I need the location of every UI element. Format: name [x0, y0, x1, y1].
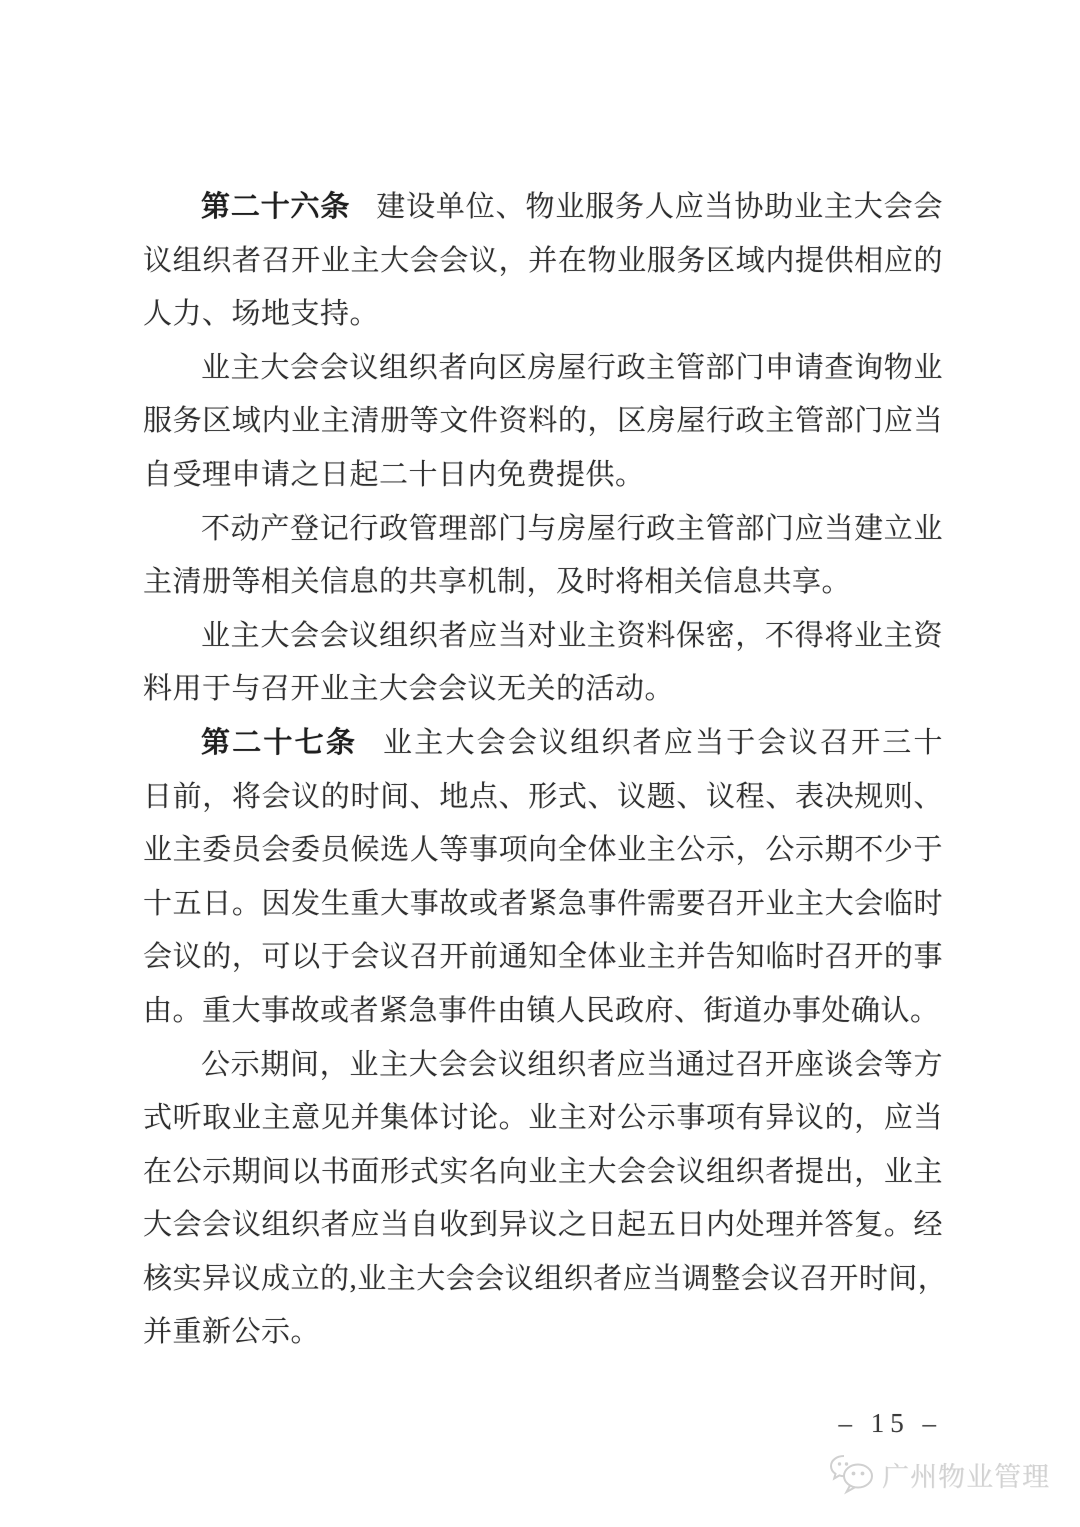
text-line: 人力、场地支持。 [143, 298, 380, 331]
article-number: 第二十六条 [201, 191, 351, 223]
text-line: 由。重大事故或者紧急事件由镇人民政府、街道办事处确认。 [143, 994, 940, 1027]
article-number: 第二十七条 [201, 726, 358, 759]
text-line: 大会会议组织者应当自收到异议之日起五日内处理并答复。经 [143, 1209, 943, 1242]
text-line: 自受理申请之日起二十日内免费提供。 [143, 458, 645, 491]
text-line: 业主大会会议组织者应当对业主资料保密，不得将业主资 [201, 619, 943, 652]
text-line: 第二十六条 建设单位、物业服务人应当协助业主大会会 [201, 191, 943, 223]
text-line: 议组织者召开业主大会会议，并在物业服务区域内提供相应的 [143, 244, 943, 277]
text-line: 核实异议成立的,业主大会会议组织者应当调整会议召开时间， [143, 1262, 948, 1295]
text-line: 第二十七条 业主大会会议组织者应当于会议召开三十 [201, 726, 943, 759]
text-line: 十五日。因发生重大事故或者紧急事件需要召开业主大会临时 [143, 887, 943, 920]
document-body [143, 181, 948, 1360]
text-line: 业主大会会议组织者向区房屋行政主管部门申请查询物业 [201, 351, 943, 384]
text-line: 式听取业主意见并集体讨论。业主对公示事项有异议的，应当 [143, 1102, 943, 1135]
text-line: 业主委员会委员候选人等事项向全体业主公示，公示期不少于 [143, 834, 943, 867]
text-line: 并重新公示。 [143, 1316, 321, 1349]
watermark-label: 广州物业管理 [882, 1461, 1050, 1492]
text-line: 在公示期间以书面形式实名向业主大会会议组织者提出，业主 [143, 1155, 943, 1188]
page-number: – 15 – [838, 1408, 942, 1438]
text-line: 服务区域内业主清册等文件资料的，区房屋行政主管部门应当 [143, 405, 943, 438]
text-line: 主清册等相关信息的共享机制，及时将相关信息共享。 [143, 566, 852, 599]
text-line: 日前，将会议的时间、地点、形式、议题、议程、表决规则、 [143, 780, 943, 813]
text-line: 公示期间，业主大会会议组织者应当通过召开座谈会等方 [201, 1048, 943, 1081]
text-line: 料用于与召开业主大会会议无关的活动。 [143, 673, 675, 706]
text-line: 会议的，可以于会议召开前通知全体业主并告知临时召开的事 [143, 941, 943, 974]
text-line: 不动产登记行政管理部门与房屋行政主管部门应当建立业 [201, 512, 943, 545]
watermark [829, 1453, 1050, 1495]
wechat-logo-icon [829, 1453, 875, 1495]
